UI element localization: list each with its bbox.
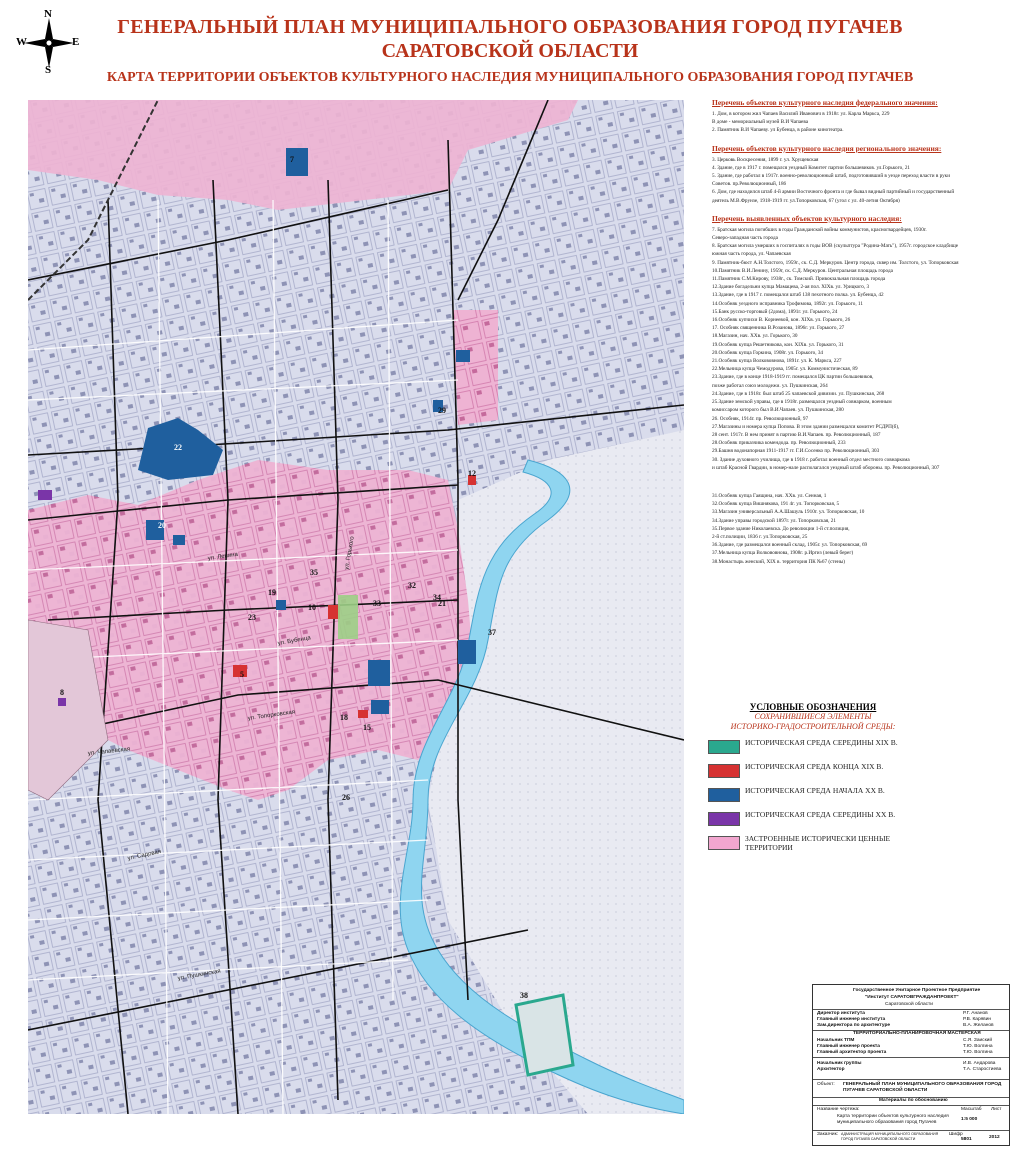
list-item: 12.Здание богадельни купца Мамацева, 2-ая пол. XIXв. ул. Урицкого, 3 — [712, 284, 870, 291]
legend-label: ИСТОРИЧЕСКАЯ СРЕДА КОНЦА XIX В. — [745, 762, 884, 771]
list-item: 21.Особняк купца Волкововнова, 1891г. ул. К. Маркса, 227 — [712, 358, 842, 365]
object-number: 35 — [310, 568, 318, 577]
stamp-name: В.А. Желанов — [963, 1023, 994, 1028]
legend-label: ИСТОРИЧЕСКАЯ СРЕДА СЕРЕДИНЫ XIX В. — [745, 738, 898, 747]
stamp-name: И.В. Андарова — [963, 1061, 996, 1066]
object-number: 18 — [340, 713, 348, 722]
legend-heading: УСЛОВНЫЕ ОБОЗНАЧЕНИЯ — [749, 702, 877, 712]
list-item: 15.Банк русско-торговый (2дома), 1891г. ул. Горького, 24 — [712, 308, 838, 315]
stamp-role: Главный архитектор проекта — [817, 1050, 887, 1055]
map-subtitle: КАРТА ТЕРРИТОРИИ ОБЪЕКТОВ КУЛЬТУРНОГО НАСЛЕДИЯ МУНИЦИПАЛЬНОГО ОБРАЗОВАНИЯ ГОРОД ПУГАЧЕВ — [106, 70, 914, 85]
object-number: 29 — [438, 406, 446, 415]
list-item: 3. Церковь Воскресения, 1899 г. ул. Хрущевская — [712, 156, 819, 163]
legend-swatch — [708, 836, 740, 850]
compass-south-label: S — [45, 64, 52, 76]
street-label-2: ул. Топорковская — [247, 709, 296, 722]
list-item: 26. Особняк, 1914г. пр. Революционный, 97 — [712, 415, 809, 422]
list-item: 8. Братская могила умерших в госпиталях в годы ВОВ (скульптура "Родина-Мать"), 1957г. городское кладбище — [712, 243, 959, 250]
identified-heading: Перечень выявленных объектов культурного наследия: — [712, 213, 902, 223]
object-number: 37 — [488, 628, 496, 637]
street-label-4: ул. Чапаевская — [87, 746, 131, 757]
compass-east-label: E — [72, 36, 80, 48]
list-item: 34.Здание управы городской 1897г. ул. Топорковская, 21 — [712, 517, 836, 524]
stamp-code: 5801 — [961, 1137, 972, 1142]
object-number: 10 — [308, 603, 316, 612]
list-item: 28.Особняк приказчика комендода. пр. Революционный, 233 — [712, 440, 846, 447]
object-number: 8 — [60, 688, 64, 697]
legend-swatch — [708, 764, 740, 778]
object-number: 20 — [158, 521, 166, 530]
stamp-code-label: Шифр — [949, 1132, 963, 1137]
stamp-role: Главный инженер проекта — [817, 1044, 880, 1049]
list-item: 22.Мельница купца Чемодурова, 1905г. ул. Коммунистическая, 89 — [712, 366, 858, 373]
stamp-role: Начальник ТПМ — [817, 1038, 855, 1043]
title-block-stamp — [812, 984, 1010, 1146]
object-number: 19 — [268, 588, 276, 597]
list-item: и штаб Красной Гвардии, в номер-нале располагался уездный штаб обороны. пр. Революционный, 307 — [712, 464, 940, 471]
list-item: деятель М.В.Фрунзе, 1918-1919 гг. ул.Топорковская, 67 (угол с ул. 40-летия Октября) — [712, 197, 900, 204]
list-item: 5. Здание, где работал в 1917г. военно-революционный штаб, подготовивший в уезде переход власти в руки — [712, 173, 950, 180]
legend-item — [708, 786, 918, 806]
heritage-objects-list — [712, 98, 1012, 566]
list-item: 23.Здание, где в конце 1918-1919 гг. помещался ЦК партии большевиков, — [712, 374, 874, 381]
city-map[interactable] — [28, 100, 684, 1114]
stamp-sheet-label: Лист — [991, 1107, 1002, 1112]
stamp-client-label: Заказчик: — [817, 1132, 839, 1137]
legend-item — [708, 834, 918, 854]
map-canvas[interactable] — [28, 100, 684, 1114]
object-number: 23 — [248, 613, 256, 622]
list-item: 28 сент. 1917г. В нем принят в партию В.И.Чапаев. пр. Революционный, 187 — [712, 431, 881, 438]
stamp-drawing: Карта территории объектов культурного наследия муниципального образования город Пугачев — [837, 1114, 949, 1125]
street-label-1: ул. Бубенца — [277, 635, 312, 647]
stamp-dept: ТЕРРИТОРИАЛЬНО-ПЛАНИРОВОЧНАЯ МАСТЕРСКАЯ — [853, 1031, 981, 1036]
list-item: 29.Башня водонапорная 1911-1917 гг. Г.И.Сосенко пр. Революционный, 303 — [712, 448, 880, 455]
list-item: Северо-западная часть города — [712, 235, 778, 242]
legend-label: ИСТОРИЧЕСКАЯ СРЕДА НАЧАЛА XX В. — [745, 786, 885, 795]
list-item: 32.Особняк купца Вишнякова, 191 4г. ул. Топорковская, 5 — [712, 501, 840, 508]
list-item: 6. Дом, где находился штаб 4-й армии Восточного фронта и где бывал видный партийный и государственный — [712, 189, 955, 196]
list-item: комиссаром которого был В.И.Чапаев. ул. Пушкинская, 280 — [712, 407, 844, 414]
legend-item — [708, 762, 918, 782]
org-name: "Институт САРАТОВГРАЖДАНПРОЕКТ" — [865, 995, 959, 1000]
list-item: 17. Особняк священника В.Розанова, 1896г. ул. Горького, 27 — [712, 325, 845, 332]
compass-west-label: W — [16, 36, 27, 48]
org-name: Саратовской области — [885, 1002, 933, 1007]
street-label-7: ул. Пушкинская — [177, 968, 222, 982]
list-item: 7. Братская могила погибших в годы Гражданской войны коммунистов, красногвардейцев, 1930г. — [712, 226, 927, 233]
legend-swatch — [708, 740, 740, 754]
stamp-scale: 1:5 000 — [961, 1117, 978, 1122]
stamp-name: Т.Ю. Волгина — [963, 1050, 993, 1055]
object-number: 34 — [433, 593, 441, 602]
stamp-object: ГЕНЕРАЛЬНЫЙ ПЛАН МУНИЦИПАЛЬНОГО ОБРАЗОВАНИЯ ГОРОД ПУГАЧЕВ САРАТОВСКОЙ ОБЛАСТИ — [843, 1082, 1002, 1093]
legend-item — [708, 810, 918, 830]
list-item: 20.Особняк купца Горкина, 1908г. ул. Горького, 34 — [712, 349, 824, 356]
list-item: 19.Особняк купца Решетникова, кон. XIXв. ул. Горького, 31 — [712, 341, 844, 348]
street-label-6: ул. Горького — [344, 536, 356, 571]
compass-north-label: N — [44, 8, 52, 20]
object-number: 7 — [290, 155, 294, 164]
stamp-name: Р.Г. Ананов — [963, 1011, 988, 1016]
object-number: 33 — [373, 599, 381, 608]
object-number: 15 — [363, 723, 371, 732]
stamp-name: Т.Ю. Волгина — [963, 1044, 993, 1049]
list-item: 37.Мельница купца Волкововнова, 1908г. р.Иргиз (левый берег) — [712, 550, 854, 557]
list-item: 25.Здание земской управы, где в 1918г. размещался уездный совнарком, военным — [712, 399, 892, 406]
legend-item — [708, 738, 918, 758]
list-item: 2-й ст.полиции, 1836 г. ул.Топорковская, 25 — [712, 533, 808, 540]
page-title-line-1: ГЕНЕРАЛЬНЫЙ ПЛАН МУНИЦИПАЛЬНОГО ОБРАЗОВАНИЯ ГОРОД ПУГАЧЕВ — [117, 16, 903, 38]
list-item: В доме - мемориальный музей В.И Чапаева — [712, 119, 809, 126]
stamp-name: Р.В. Карявин — [963, 1017, 992, 1022]
stamp-object-label: Объект: — [817, 1082, 835, 1087]
list-item: 30. Здание духовного училища, где в 1918 г. работал военный отдел местного совнаркома — [712, 456, 910, 463]
stamp-role: Директор института — [817, 1011, 865, 1016]
page-title-line-2: САРАТОВСКОЙ ОБЛАСТИ — [381, 40, 639, 62]
list-item: 2. Памятник В.И Чапаеву. ул Бубенца, в районе кинотеатра. — [712, 127, 844, 134]
stamp-role: Главный инженер института — [817, 1017, 886, 1022]
list-item: 1. Дом, в котором жил Чапаев Василий Иванович в 1918г. ул. Карла Маркса, 229 — [712, 111, 890, 117]
list-item: 31.Особняк купца Гаящина, нач. XXв. ул. Сенная, 1 — [712, 492, 827, 499]
object-number: 26 — [342, 793, 350, 802]
org-name: Государственное Унитарное Проектное Предприятие — [853, 988, 981, 993]
stamp-name: Т.А. Старостиева — [963, 1067, 1002, 1072]
legend-label: ЗАСТРОЕННЫЕ ИСТОРИЧЕСКИ ЦЕННЫЕ ТЕРРИТОРИИ — [745, 834, 891, 852]
stamp-role: Начальник группы — [817, 1061, 862, 1066]
stamp-drawing-label: Название чертежа: — [817, 1107, 860, 1112]
stamp-client: АДМИНИСТРАЦИЯ МУНИЦИПАЛЬНОГО ОБРАЗОВАНИЯ ГОРОД ПУГАЧЕВ САРАТОВСКОЙ ОБЛАСТИ — [841, 1132, 939, 1141]
stamp-materials: Материалы по обоснованию — [879, 1098, 948, 1103]
compass-rose — [14, 8, 84, 78]
regional-heading: Перечень объектов культурного наследия регионального значения: — [712, 143, 942, 153]
stamp-role: Зам.директора по архитектуре — [817, 1023, 891, 1028]
list-item: 24.Здание, где в 1918г. был штаб 25 чапаевской дивизии. ул. Пушкинская, 268 — [712, 390, 885, 397]
object-number: 38 — [520, 991, 528, 1000]
list-item: позже работал союз молодежи. ул. Пушкинская, 264 — [712, 382, 828, 389]
list-item: 38.Монастырь женский, XIX в. территория ПК №67 (стены) — [712, 558, 845, 565]
object-number: 5 — [240, 670, 244, 679]
list-item: южная часть города, ул. Чапаевская — [712, 251, 791, 258]
list-item: 4. Здание, где в 1917 г. помещался уездный Комитет партии большевиков. ул.Горького, 21 — [712, 164, 911, 171]
list-item: 18.Магазин, нач. XXв. ул. Горького, 30 — [712, 333, 798, 340]
list-item: 10.Памятник В.И.Ленину, 1959г, ск. С.Д. Меркуров. Центральная площадь города — [712, 267, 893, 274]
map-legend — [708, 702, 918, 862]
list-item: 13.Здание, где в 1917 г. помещался штаб 138 пехотного полка. ул. Бубенца, 42 — [712, 292, 884, 299]
legend-subheading: ИСТОРИКО-ГРАДОСТРОИТЕЛЬНОЙ СРЕДЫ: — [730, 722, 896, 731]
list-item: 11.Памятник С.М.Кирову, 1938г., ск. Томский. Привокзальная площадь города — [712, 276, 886, 283]
object-number: 21 — [438, 599, 446, 608]
street-label-3: ул. Садовая — [127, 849, 162, 862]
legend-subheading: СОХРАНИВШИЕСЯ ЭЛЕМЕНТЫ — [754, 712, 872, 721]
object-number: 32 — [408, 581, 416, 590]
list-item: 14.Особняк уездного исправника Трофимова, 1892г. ул. Горького, 11 — [712, 300, 863, 307]
legend-label: ИСТОРИЧЕСКАЯ СРЕДА СЕРЕДИНЫ XX В. — [745, 810, 896, 819]
list-item: 16.Особняк купчихи В. Корнеевой, кон. XIXв. ул. Горького, 26 — [712, 317, 851, 324]
list-item: 33.Магазин универсальный А.А.Шашуль 1910г. ул. Топорковская, 10 — [712, 509, 865, 516]
stamp-scale-label: Масштаб — [961, 1107, 982, 1112]
list-item: 36.Здание, где размещался военный склад, 1905г. ул. Топорковская, 69 — [712, 542, 868, 549]
object-number: 12 — [468, 469, 476, 478]
list-item: Советов. пр.Революционный, 186 — [712, 181, 787, 188]
street-label-5: ул. Ленина — [207, 551, 239, 562]
stamp-year: 2012 — [989, 1135, 1000, 1140]
stamp-role: Архитектор — [817, 1067, 845, 1072]
federal-heading: Перечень объектов культурного наследия федерального значения: — [712, 98, 938, 107]
list-item: 35.Первое здание Николаевска. До революции 1-й ст.полиция, — [712, 525, 850, 532]
legend-swatch — [708, 788, 740, 802]
list-item: 9. Памятник-бюст А.Н.Толстого, 1959г., ск. С.Д. Меркуров. Центр города, сквер им. Толстого, ул. Топорковская — [712, 259, 959, 266]
stamp-name: С.Я. Заиский — [963, 1038, 993, 1043]
list-item: 27.Магазины и номера купца Попова. В этом здании размещался комитет РСДРП(б), — [712, 423, 900, 430]
legend-swatch — [708, 812, 740, 826]
object-number: 22 — [174, 443, 182, 452]
